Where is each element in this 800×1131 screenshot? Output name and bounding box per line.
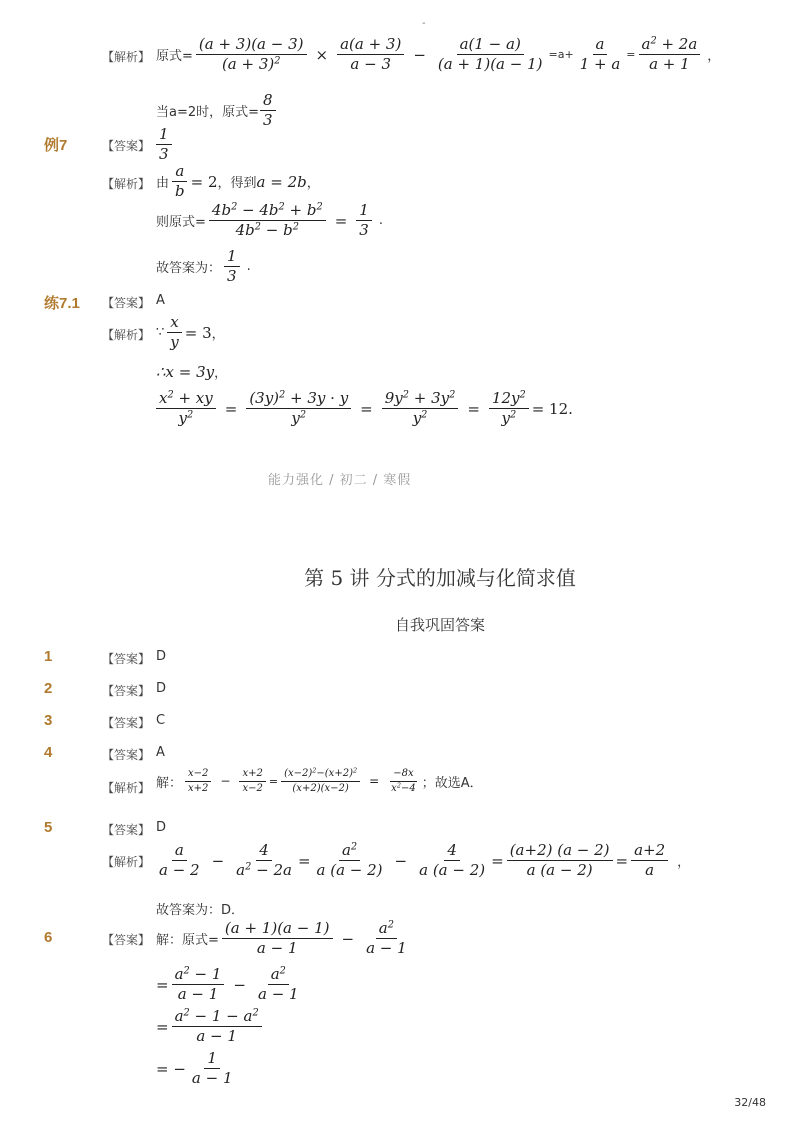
analysis-tag: 【解析】: [102, 177, 151, 191]
example-7-analysis-line1: 由 $\frac{a}{b}$ = 2 ，得到 a = 2b ，: [156, 162, 320, 201]
exercise-7-1-label: 练7.1: [44, 295, 80, 312]
item-2-number: 2: [44, 680, 53, 697]
item-3-answer: C: [156, 713, 166, 728]
item-6-line2: = $\frac{a^2 - 1}{a - 1}$ − $\frac{a^2}{a - 1}$: [156, 965, 299, 1004]
formula-tail: ，: [707, 49, 721, 65]
item-1-number: 1: [44, 648, 53, 665]
line2-prefix: 则原式=: [156, 215, 206, 231]
analysis-prefix: 由: [156, 176, 170, 192]
item-5-final-answer: 故答案为：D．: [156, 903, 245, 918]
comma: ，: [211, 327, 225, 343]
answer-tag: 【答案】: [102, 823, 151, 837]
comma: ，: [214, 366, 228, 381]
lecture-title: 第 5 讲 分式的加减与化简求值: [304, 566, 576, 590]
line2-tail: .: [378, 213, 383, 229]
exercise-7-1-answer: A: [156, 293, 165, 308]
item-6-number: 6: [44, 929, 53, 946]
answer-tag: 【答案】: [102, 933, 151, 947]
solution-tail: ；故选A．: [421, 775, 483, 791]
formula-prefix: 原式=: [156, 49, 193, 65]
item-1-answer: D: [156, 649, 167, 664]
item-6-line3: = $\frac{a^2 - 1 - a^2}{a - 1}$: [156, 1008, 265, 1046]
analysis-tag: 【解析】: [102, 50, 151, 64]
item-4-answer: A: [156, 745, 165, 760]
answer-tag: 【答案】: [102, 748, 151, 762]
analysis-mid: ，得到: [217, 176, 257, 192]
equals-a-plus: =a+: [548, 48, 574, 62]
item-6-line1: 解：原式= $\frac{(a + 1)(a - 1)}{a - 1}$ − $\frac{a^2}{a - 1}$: [156, 919, 407, 958]
example-7-label: 例7: [44, 137, 68, 154]
final-answer-prefix: 故答案为：: [156, 261, 222, 277]
answer-tag: 【答案】: [102, 716, 151, 730]
item-6-line4: = − $\frac{1}{a - 1}$: [156, 1049, 233, 1088]
example-7-final-answer: 故答案为： $\frac{1}{3}$ .: [156, 247, 251, 286]
analysis-formula: 原式= $\frac{(a + 3)(a - 3)}{(a + 3)^2}$ × $\frac{a(a + 3)}{a - 3}$ − $\frac{a(1 - a)}{(a + 1)(a - 1)}$ =a+ $\frac{a}{1 + a}$ = $\frac{a^2 + 2a}{a + 1}$ ，: [156, 35, 721, 74]
exercise-7-1-line3: $\frac{x^2 + xy}{y^2}$ = $\frac{(3y)^2 + 3y \cdot y}{y^2}$ = $\frac{9y^2 + 3y^2}{y^2}$ = $\frac{12y^2}{y^2}$ = 12.: [156, 390, 573, 428]
final-answer-tail: .: [246, 259, 251, 275]
example-7-answer: $\frac{1}{3}$: [156, 126, 175, 164]
exercise-7-1-line1: ∵ $\frac{x}{y}$ = 3 ，: [156, 313, 225, 352]
solution-prefix: 解：: [156, 775, 183, 791]
item-4-analysis: 解： $\frac{x-2}{x+2}$ − $\frac{x+2}{x-2}$ = $\frac{(x-2)^2-(x+2)^2}{(x+2)(x-2)}$ = $\frac{-8x}{x^2-4}$ ；故选A．: [156, 766, 483, 794]
solution-prefix: 解：原式=: [156, 933, 219, 949]
item-5-answer: D: [156, 820, 167, 835]
page-number: 32/48: [734, 1096, 766, 1109]
analysis-tag: 【解析】: [102, 855, 151, 869]
answer-tag: 【答案】: [102, 139, 151, 153]
analysis-tail: ，: [677, 855, 691, 871]
substitution-line: 当a=2时，原式= $\frac{8}{3}$: [156, 92, 279, 130]
analysis-tag: 【解析】: [102, 781, 151, 795]
substitution-text: 当a=2时，原式=: [156, 105, 260, 121]
example-7-analysis-line2: 则原式= $\frac{4b^2 - 4b^2 + b^2}{4b^2 - b^2}$ = $\frac{1}{3}$ .: [156, 201, 383, 240]
analysis-tail: ，: [306, 176, 320, 192]
item-5-analysis: $\frac{a}{a - 2}$ − $\frac{4}{a^2 - 2a}$ = $\frac{a^2}{a (a - 2)}$ − $\frac{4}{a (a - 2)}$ = $\frac{(a+2) (a - 2)}{a (a - 2)}$ = $\frac{a+2}{a}$ ，: [159, 841, 691, 880]
item-5-number: 5: [44, 819, 53, 836]
item-2-answer: D: [156, 681, 167, 696]
answer-tag: 【答案】: [102, 684, 151, 698]
page-top-mark: -: [422, 18, 426, 29]
analysis-tag: 【解析】: [102, 328, 151, 342]
answer-tag: 【答案】: [102, 296, 151, 310]
item-4-number: 4: [44, 744, 53, 761]
section-header: 能力强化 / 初二 / 寒假: [268, 473, 412, 488]
exercise-7-1-line2: ∴x = 3y ，: [156, 362, 228, 381]
item-3-number: 3: [44, 712, 53, 729]
because-symbol: ∵: [156, 325, 165, 341]
lecture-subtitle: 自我巩固答案: [394, 616, 485, 634]
equals-sign: =: [626, 48, 636, 62]
answer-tag: 【答案】: [102, 652, 151, 666]
